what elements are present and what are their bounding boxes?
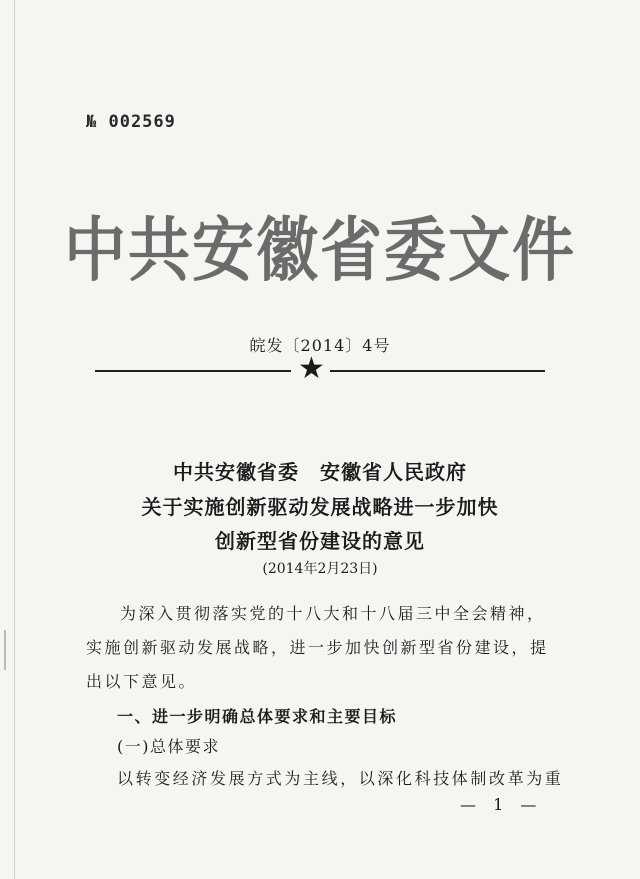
document-title-line-1: 中共安徽省委 安徽省人民政府 (173, 460, 467, 484)
issue-number: 皖发〔2014〕4号 (249, 336, 391, 355)
star-icon: ★ (298, 351, 325, 386)
separator-line-right (330, 370, 545, 372)
separator-line-left (95, 370, 291, 372)
masthead-title: 中共安徽省委文件 (63, 209, 576, 291)
document-serial-number: № 002569 (86, 112, 176, 132)
page-number: — 1 — (460, 795, 543, 814)
body-paragraph-start: 以转变经济发展方式为主线，以深化科技体制改革为重 (117, 769, 564, 788)
binding-mark (4, 630, 6, 670)
document-title-line-2: 关于实施创新驱动发展战略进一步加快 (141, 495, 499, 519)
subsection-heading: (一)总体要求 (117, 737, 220, 756)
page-edge-line (14, 0, 15, 879)
intro-paragraph: 为深入贯彻落实党的十八大和十八届三中全会精神，实施创新驱动发展战略，进一步加快创新型省份建设，提出以下意见。 (86, 604, 549, 691)
document-date: (2014年2月23日) (262, 561, 378, 577)
document-title-line-3: 创新型省份建设的意见 (215, 529, 425, 553)
section-heading: 一、进一步明确总体要求和主要目标 (117, 707, 398, 726)
